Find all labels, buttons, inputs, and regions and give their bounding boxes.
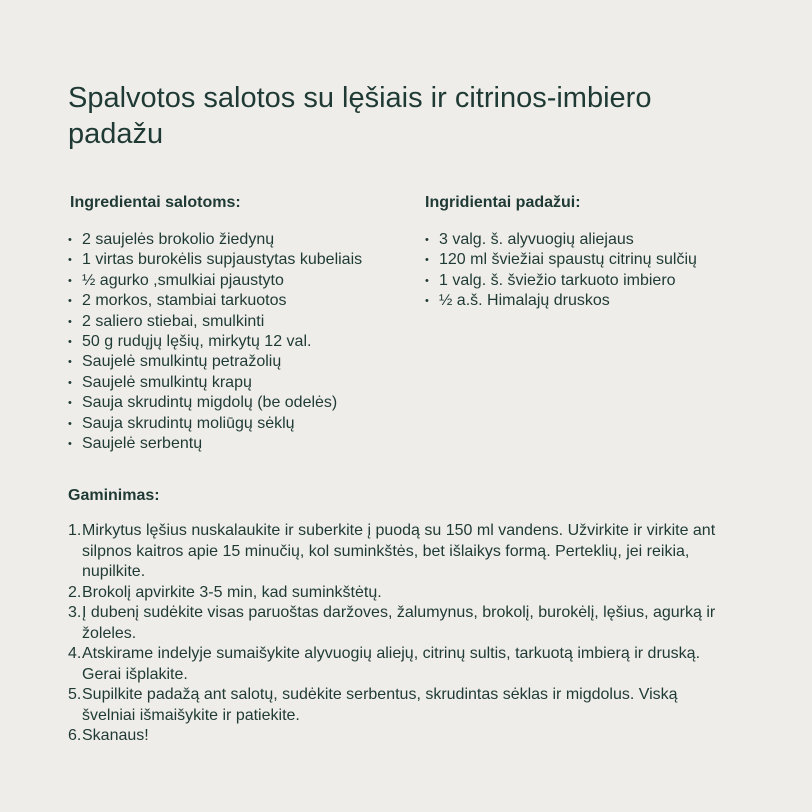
list-item: • Sauja skrudintų moliūgų sėklų bbox=[68, 414, 362, 434]
list-item: • ½ a.š. Himalajų druskos bbox=[425, 291, 697, 311]
list-item: • ½ agurko ,smulkiai pjaustyto bbox=[68, 271, 362, 291]
step-text: Supilkite padažą ant salotų, sudėkite serbentus, skrudintas sėklas ir migdolus. Viską švelniai išmaišykite ir patiekite. bbox=[82, 686, 678, 724]
step-number: 2. bbox=[68, 583, 82, 601]
step-item bbox=[68, 726, 718, 747]
sauce-ingredients-heading: Ingridientai padažui: bbox=[425, 194, 581, 211]
list-item: • 1 valg. š. šviežio tarkuoto imbiero bbox=[425, 271, 697, 291]
list-item: • Saujelė serbentų bbox=[68, 434, 362, 454]
step-text: Atskirame indelyje sumaišykite alyvuogių aliejų, citrinų sultis, tarkuotą imbierą ir druską. Gerai išplakite. bbox=[82, 645, 701, 683]
salad-ingredients-list bbox=[68, 230, 362, 454]
step-text: Skanaus! bbox=[82, 727, 149, 744]
step-number: 6. bbox=[68, 727, 82, 744]
recipe-title: Spalvotos salotos su lęšiais ir citrinos-imbiero padažu bbox=[68, 82, 652, 150]
step-item bbox=[68, 521, 718, 583]
step-item bbox=[68, 603, 718, 644]
steps-list bbox=[68, 521, 718, 747]
step-item bbox=[68, 583, 718, 604]
list-item: • Saujelė smulkintų krapų bbox=[68, 373, 362, 393]
list-item: • 2 saujelės brokolio žiedynų bbox=[68, 230, 362, 250]
step-number: 3. bbox=[68, 604, 82, 621]
list-item: • 50 g rudųjų lęšių, mirkytų 12 val. bbox=[68, 332, 362, 352]
list-item: • Saujelė smulkintų petražolių bbox=[68, 352, 362, 372]
step-item bbox=[68, 685, 718, 726]
step-text: Brokolį apvirkite 3-5 min, kad suminkštėtų. bbox=[82, 583, 382, 601]
step-text: Mirkytus lęšius nuskalaukite ir suberkite į puodą su 150 ml vandens. Užvirkite ir virkite ant silpnos kaitros apie 15 minučių, kol suminkštės, bet išlaikys formą. Perteklių, jei reikia, nupilkite. bbox=[82, 522, 716, 580]
salad-ingredients-heading: Ingredientai salotoms: bbox=[70, 194, 241, 211]
list-item: • 2 morkos, stambiai tarkuotos bbox=[68, 291, 362, 311]
steps-heading: Gaminimas: bbox=[68, 487, 160, 504]
list-item: • Sauja skrudintų migdolų (be odelės) bbox=[68, 393, 362, 413]
step-number: 1. bbox=[68, 522, 82, 539]
list-item: • 1 virtas burokėlis supjaustytas kubeliais bbox=[68, 250, 362, 270]
step-text: Į dubenį sudėkite visas paruoštas daržoves, žalumynus, brokolį, burokėlį, lęšius, agurką ir žoleles. bbox=[82, 604, 716, 642]
list-item: • 120 ml šviežiai spaustų citrinų sulčių bbox=[425, 250, 697, 270]
list-item: • 3 valg. š. alyvuogių aliejaus bbox=[425, 230, 697, 250]
list-item: • 2 saliero stiebai, smulkinti bbox=[68, 312, 362, 332]
sauce-ingredients-list bbox=[425, 230, 697, 312]
step-item bbox=[68, 644, 718, 685]
step-number: 5. bbox=[68, 686, 82, 703]
step-number: 4. bbox=[68, 645, 82, 662]
